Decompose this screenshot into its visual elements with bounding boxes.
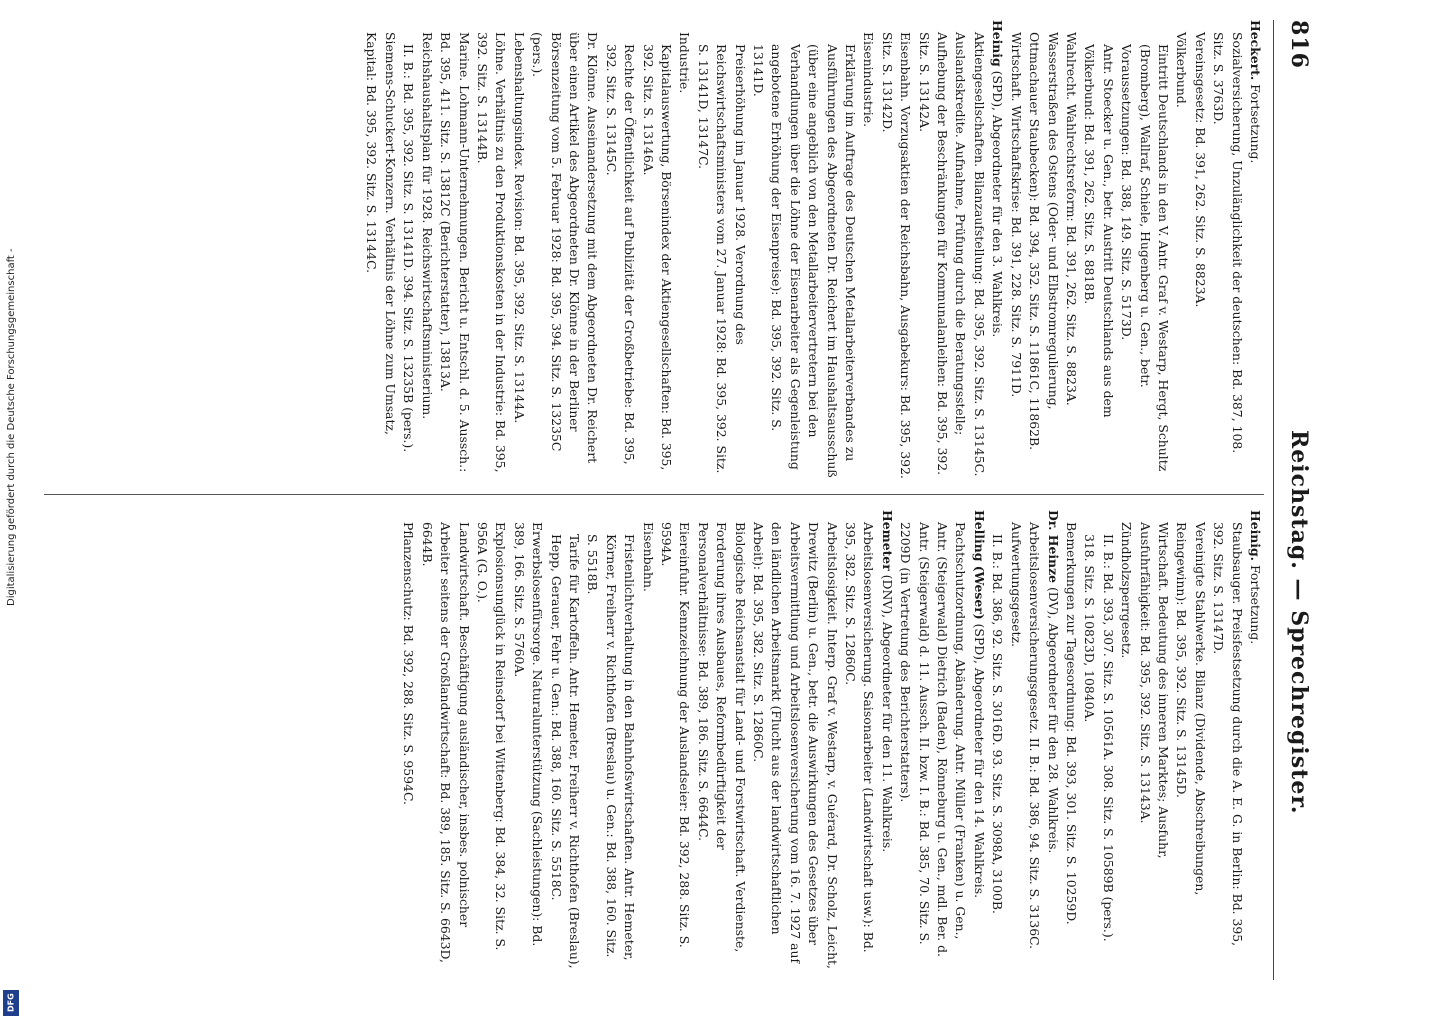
entry-heading: Helling (Weser) (971, 510, 987, 620)
entry-text: Marine. Lohmann-Unternehmungen. Bericht u. Entschl. d. 5. Aussch.: Bd. 395, 411. Sitz. S. 13812C (Berichterstatter), 13813A. (438, 32, 472, 473)
index-entry (1246, 510, 1264, 970)
entry-text: Arbeitslosenversicherungsgesetz. II. B.: Bd. 386, 94. Sitz. S. 3136C. (1027, 522, 1043, 950)
entry-text: Bemerkungen zur Tagesordnung: Bd. 393, 301. Sitz. S. 10259D. (1063, 522, 1079, 925)
index-entry (1025, 510, 1043, 970)
running-head: Reichstag. — Sprechregister. (1286, 430, 1312, 815)
index-entry (473, 510, 510, 970)
index-entry (1246, 20, 1264, 480)
rotated-text-block (18, 20, 1318, 980)
column-divider (44, 494, 1264, 495)
entry-text: Eisenindustrie. (861, 32, 877, 128)
index-entry (638, 510, 656, 970)
index-entry (601, 20, 638, 480)
entry-text: Sozialversicherung, Unzulänglichkeit der deutschen: Bd. 387, 108. Sitz. S. 3763D. (1211, 32, 1245, 454)
entry-text: Staubsauger. Preisfestsetzung durch die A. E. G. in Berlin: Bd. 395, 392. Sitz. S. 13147D. (1211, 522, 1245, 947)
index-entry (1209, 510, 1246, 970)
index-entry (1135, 510, 1172, 970)
entry-text: Pachtschutzordnung, Abänderung. Antr. Müller (Franken) u. Gen., Antr. (Steigerwald) Dietrich (Baden), Rönneburg u. Gen., mdl. Ber. d. Antr. (Steigerwald) d. 11. Aussch. II. bzw. I. B.: Bd. 385, 70. Sitz. S. 2209D (in Vertretung des Berichterstatters). (898, 522, 969, 957)
index-entry (693, 20, 748, 480)
entry-text: II. B.: Bd. 395, 392. Sitz. S. 13141D. 394. Sitz. S. 13235B (pers.). (401, 44, 417, 453)
index-entry (528, 20, 602, 480)
index-entry (657, 510, 694, 970)
entry-text: Aktiengesellschaften. Bilanzaufstellung: Bd. 395, 392. Sitz. S. 13145C. (971, 32, 987, 477)
digitization-note (6, 248, 17, 606)
index-entry (970, 510, 988, 970)
entry-heading: Dr. Heinze (1045, 510, 1061, 583)
entry-text: Vereinsgesetz: Bd. 391, 262. Sitz. S. 8823A. (1192, 32, 1208, 308)
index-entry (362, 20, 399, 480)
page-number: 816 (1286, 20, 1312, 69)
index-entry (896, 510, 970, 970)
entry-text: (SPD), Abgeordneter für den 14. Wahlkreis. (971, 619, 987, 899)
index-entry (1172, 510, 1209, 970)
entry-text: (SPD), Abgeordneter für den 3. Wahlkreis. (990, 66, 1006, 338)
index-entry (1172, 20, 1190, 480)
index-entry (675, 20, 693, 480)
entry-text: Lebenshaltungsindex. Revision: Bd. 395, 392. Sitz. S. 13144A. (511, 32, 527, 424)
index-entry (1062, 20, 1080, 480)
entry-text: II. B.: Bd. 393, 307. Sitz. S. 10561A. 308. Sitz. S. 10589B (pers.). 318. Sitz. S. 10823D, 10840A. (1082, 534, 1116, 942)
index-entry (1190, 20, 1208, 480)
entry-text: Dr. Klönne. Auseinandersetzung mit dem Abgeordneten Dr. Reichert über einen Artikel des Abgeordneten Dr. Klönne in der Berliner Börsenzeitung vom 5. Februar 1928: Bd. 395, 394. Sitz. S. 13235C (pers.). (530, 32, 601, 464)
index-entry (1080, 20, 1117, 480)
index-entry (509, 20, 527, 480)
entry-text: (DNV), Abgeordneter für den 11. Wahlkreis. (879, 570, 895, 853)
entry-text: Biologische Reichsanstalt für Land- und Forstwirtschaft. Verdienste, Forderung ihres Ausbaues, Reformbedürftigkeit der Personalverhältnisse: Bd. 389, 186. Sitz. S. 6644C. (695, 522, 748, 953)
index-entry (583, 510, 638, 970)
entry-text: Tarife für Kartoffeln. Antr. Hemeter, Freiherr v. Richthofen (Breslau), Hepp, Gerauer, Fehr u. Gen.: Bd. 388, 160. Sitz. S. 5518C. (548, 534, 582, 969)
index-entry (841, 510, 878, 970)
index-entry (417, 20, 435, 480)
entry-text: Explosionsunglück in Reinsdorf bei Wittenberg: Bd. 384, 32. Sitz. S. 956A (G. O.). (474, 522, 509, 951)
entry-text: Erklärung im Auftrage des Deutschen Metallarbeiterverbandes zu Ausführungen des Abgeordneten Dr. Reichert im Haushaltsausschuß (über eine angeblich von den Metallarbeitervertretern bei den Verhandlungen über die Löhne der Eisenarbeiter als Gegenleistung angebotene Erhöhung der Eisenpreise): Bd. 395, 392. Sitz. S. 13141D. (751, 44, 859, 478)
index-entry (914, 20, 969, 480)
entry-heading: Heckert. (1248, 20, 1263, 81)
right-column (34, 510, 1264, 970)
index-entry (1006, 20, 1024, 480)
entry-text: Wasserstraßen des Ostens (Oder- und Elbstromregulierung, Ottmachauer Staubecken): Bd. 394, 352. Sitz. S. 11861C, 11862B. (1027, 32, 1061, 451)
index-entry (1117, 510, 1135, 970)
entry-text: Reichshaushaltsplan für 1928. Reichswirtschaftsministerium. (419, 32, 435, 420)
entry-text: Rechte der Öffentlichkeit auf Publizität der Großbetriebe: Bd. 395, 392. Sitz. S. 13145C. (603, 44, 638, 465)
entry-text: Fortsetzung. (1248, 80, 1263, 164)
entry-heading: Heinig (990, 20, 1006, 67)
entry-text: Vereinigte Stahlwerke. Bilanz (Dividende, Abschreibungen, Reingewinn): Bd. 395, 392. Sitz. S. 13145D. (1174, 522, 1208, 896)
dfg-logo-text: DFG (6, 993, 16, 1013)
index-entry (638, 20, 675, 480)
entry-text: Kapitalauswertung, Börsenindex der Aktiengesellschaften: Bd. 395, 392. Sitz. S. 13146A. (640, 44, 674, 471)
entry-text: (DV), Abgeordneter für den 28. Wahlkreis. (1045, 583, 1061, 854)
entry-heading: Heinig. (1248, 510, 1263, 561)
entry-text: Arbeitslosigkeit. Interp. Graf v. Westarp, v. Guérard, Dr. Scholz, Leicht, Drewitz (Berlin) u. Gen., betr. die Auswirkungen des Gesetzes über Arbeitsvermittlung und Arbeitslosenversicherung vom 16. 7. 1927 auf den ländlichen Arbeitsmarkt (Flucht aus der landwirtschaftlichen Arbeit): Bd. 395, 382. Sitz. S. 12860C. (751, 522, 840, 969)
dfg-logo (3, 990, 19, 1016)
index-entry (546, 510, 583, 970)
index-entry (509, 510, 546, 970)
entry-text: Arbeitslosenversicherung. Saisonarbeiter (Landwirtschaft usw.): Bd. 395, 382. Sitz. S. 12860C. (843, 522, 877, 953)
entry-text: Preiserhöhung im Januar 1928. Verordnung des Reichswirtschaftsministers vom 27. Januar 1928: Bd. 395, 392. Sitz. S. 13141D, 13147C. (695, 44, 748, 474)
entry-text: Wirtschaft. Wirtschaftskrise: Bd. 391, 228. Sitz. S. 7911D. (1008, 32, 1024, 398)
entry-text: Eintritt Deutschlands in den V. Antr. Graf v. Westarp, Hergt, Schultz (Bromberg), Wallraf, Schiele, Hugenberg u. Gen., betr. Voraussetzungen: Bd. 388, 149. Sitz. S. 5173D. (1119, 44, 1171, 472)
index-entry (399, 510, 417, 970)
entry-heading: Hemeter (879, 510, 895, 571)
index-entry (1117, 20, 1172, 480)
index-entry (1080, 510, 1117, 970)
index-entry (970, 20, 988, 480)
index-entry (988, 20, 1006, 480)
entry-text: Pflanzenschutz: Bd. 392, 288. Sitz. S. 9594C. (401, 522, 417, 805)
index-entry (1062, 510, 1080, 970)
index-entry (749, 510, 841, 970)
index-entry (877, 510, 895, 970)
entry-text: Aufwertungsgesetz. (1008, 522, 1024, 648)
index-entry (399, 20, 417, 480)
index-entry (877, 20, 914, 480)
index-entry (1025, 20, 1062, 480)
entry-text: Fristenlichtverhaltung in den Bahnhofswirtschaften. Antr. Hemeter, Körner, Freiherr v. Richthofen (Breslau) u. Gen.: Bd. 388, 160. Sitz. S. 5518B. (585, 534, 638, 961)
entry-text: Eiereinfuhr. Kennzeichnung der Auslandseier: Bd. 392, 288. Sitz. S. 9594A. (659, 522, 693, 948)
index-entry (436, 20, 473, 480)
digitization-note-text: Digitalisierung gefördert durch die Deutsche Forschungsgemeinschaft - (6, 248, 17, 606)
entry-text: Völkerbund. (1174, 32, 1190, 108)
entry-text: II. B.: Bd. 386, 92. Sitz. S. 3016D. 93. Sitz. S. 3098A, 3100B. (990, 534, 1006, 914)
page-header (1273, 20, 1318, 980)
index-entry (473, 20, 510, 480)
left-column (34, 20, 1264, 480)
index-entry (1043, 510, 1061, 970)
entry-text: Zündholzsperrgesetz. (1119, 522, 1135, 659)
index-entry (417, 510, 472, 970)
entry-text: Erwerbslosenfürsorge. Naturalunterstützung (Sachleistungen): Bd. 389, 166. Sitz. S. 5760A. (511, 522, 546, 947)
index-entry (859, 20, 877, 480)
entry-text: Löhne. Verhältnis zu den Produktionskosten in der Industrie: Bd. 395, 392. Sitz. S. 13144B. (474, 32, 509, 473)
entry-text: Eisenbahn. Vorzugsaktien der Reichsbahn, Ausgabekurs: Bd. 395, 392. Sitz. S. 13142D. (879, 32, 914, 479)
entry-text: Wirtschaft. Bedeutung des inneren Marktes; Ausfuhr, Ausfuhrfähigkeit: Bd. 395, 392. Sitz. S. 13143A. (1137, 522, 1171, 859)
index-entry (749, 20, 859, 480)
index-entry (988, 510, 1006, 970)
entry-text: Landwirtschaft. Beschäftigung ausländischer, insbes. polnischer Arbeiter seitens der Großlandwirtschaft: Bd. 389, 185. Sitz. S. 6643D, 6644B. (419, 522, 472, 963)
index-entry (693, 510, 748, 970)
entry-text: Antr. Stoecker u. Gen., betr. Austritt Deutschlands aus dem Völkerbund: Bd. 391, 262. Sitz. S. 8818B. (1082, 44, 1116, 418)
entry-text: Eisenbahn. (640, 522, 656, 592)
entry-text: Industrie. (677, 32, 693, 94)
index-entry (1006, 510, 1024, 970)
entry-text: Wahlrecht. Wahlrechtsreform: Bd. 391, 262. Sitz. S. 8823A. (1063, 32, 1079, 406)
entry-text: Siemens-Schuckert-Konzern. Verhältnis der Löhne zum Umsatz, Kapital: Bd. 395, 392. Sitz. S. 13144C. (364, 32, 398, 435)
index-entry (1209, 20, 1246, 480)
entry-text: Fortsetzung. (1248, 561, 1263, 645)
entry-text: Auslandskredite. Aufnahme, Prüfung durch die Beratungsstelle; Aufhebung der Beschränkungen für Kommunalanleihen: Bd. 395, 392. Sitz. S. 13142A. (916, 32, 969, 476)
